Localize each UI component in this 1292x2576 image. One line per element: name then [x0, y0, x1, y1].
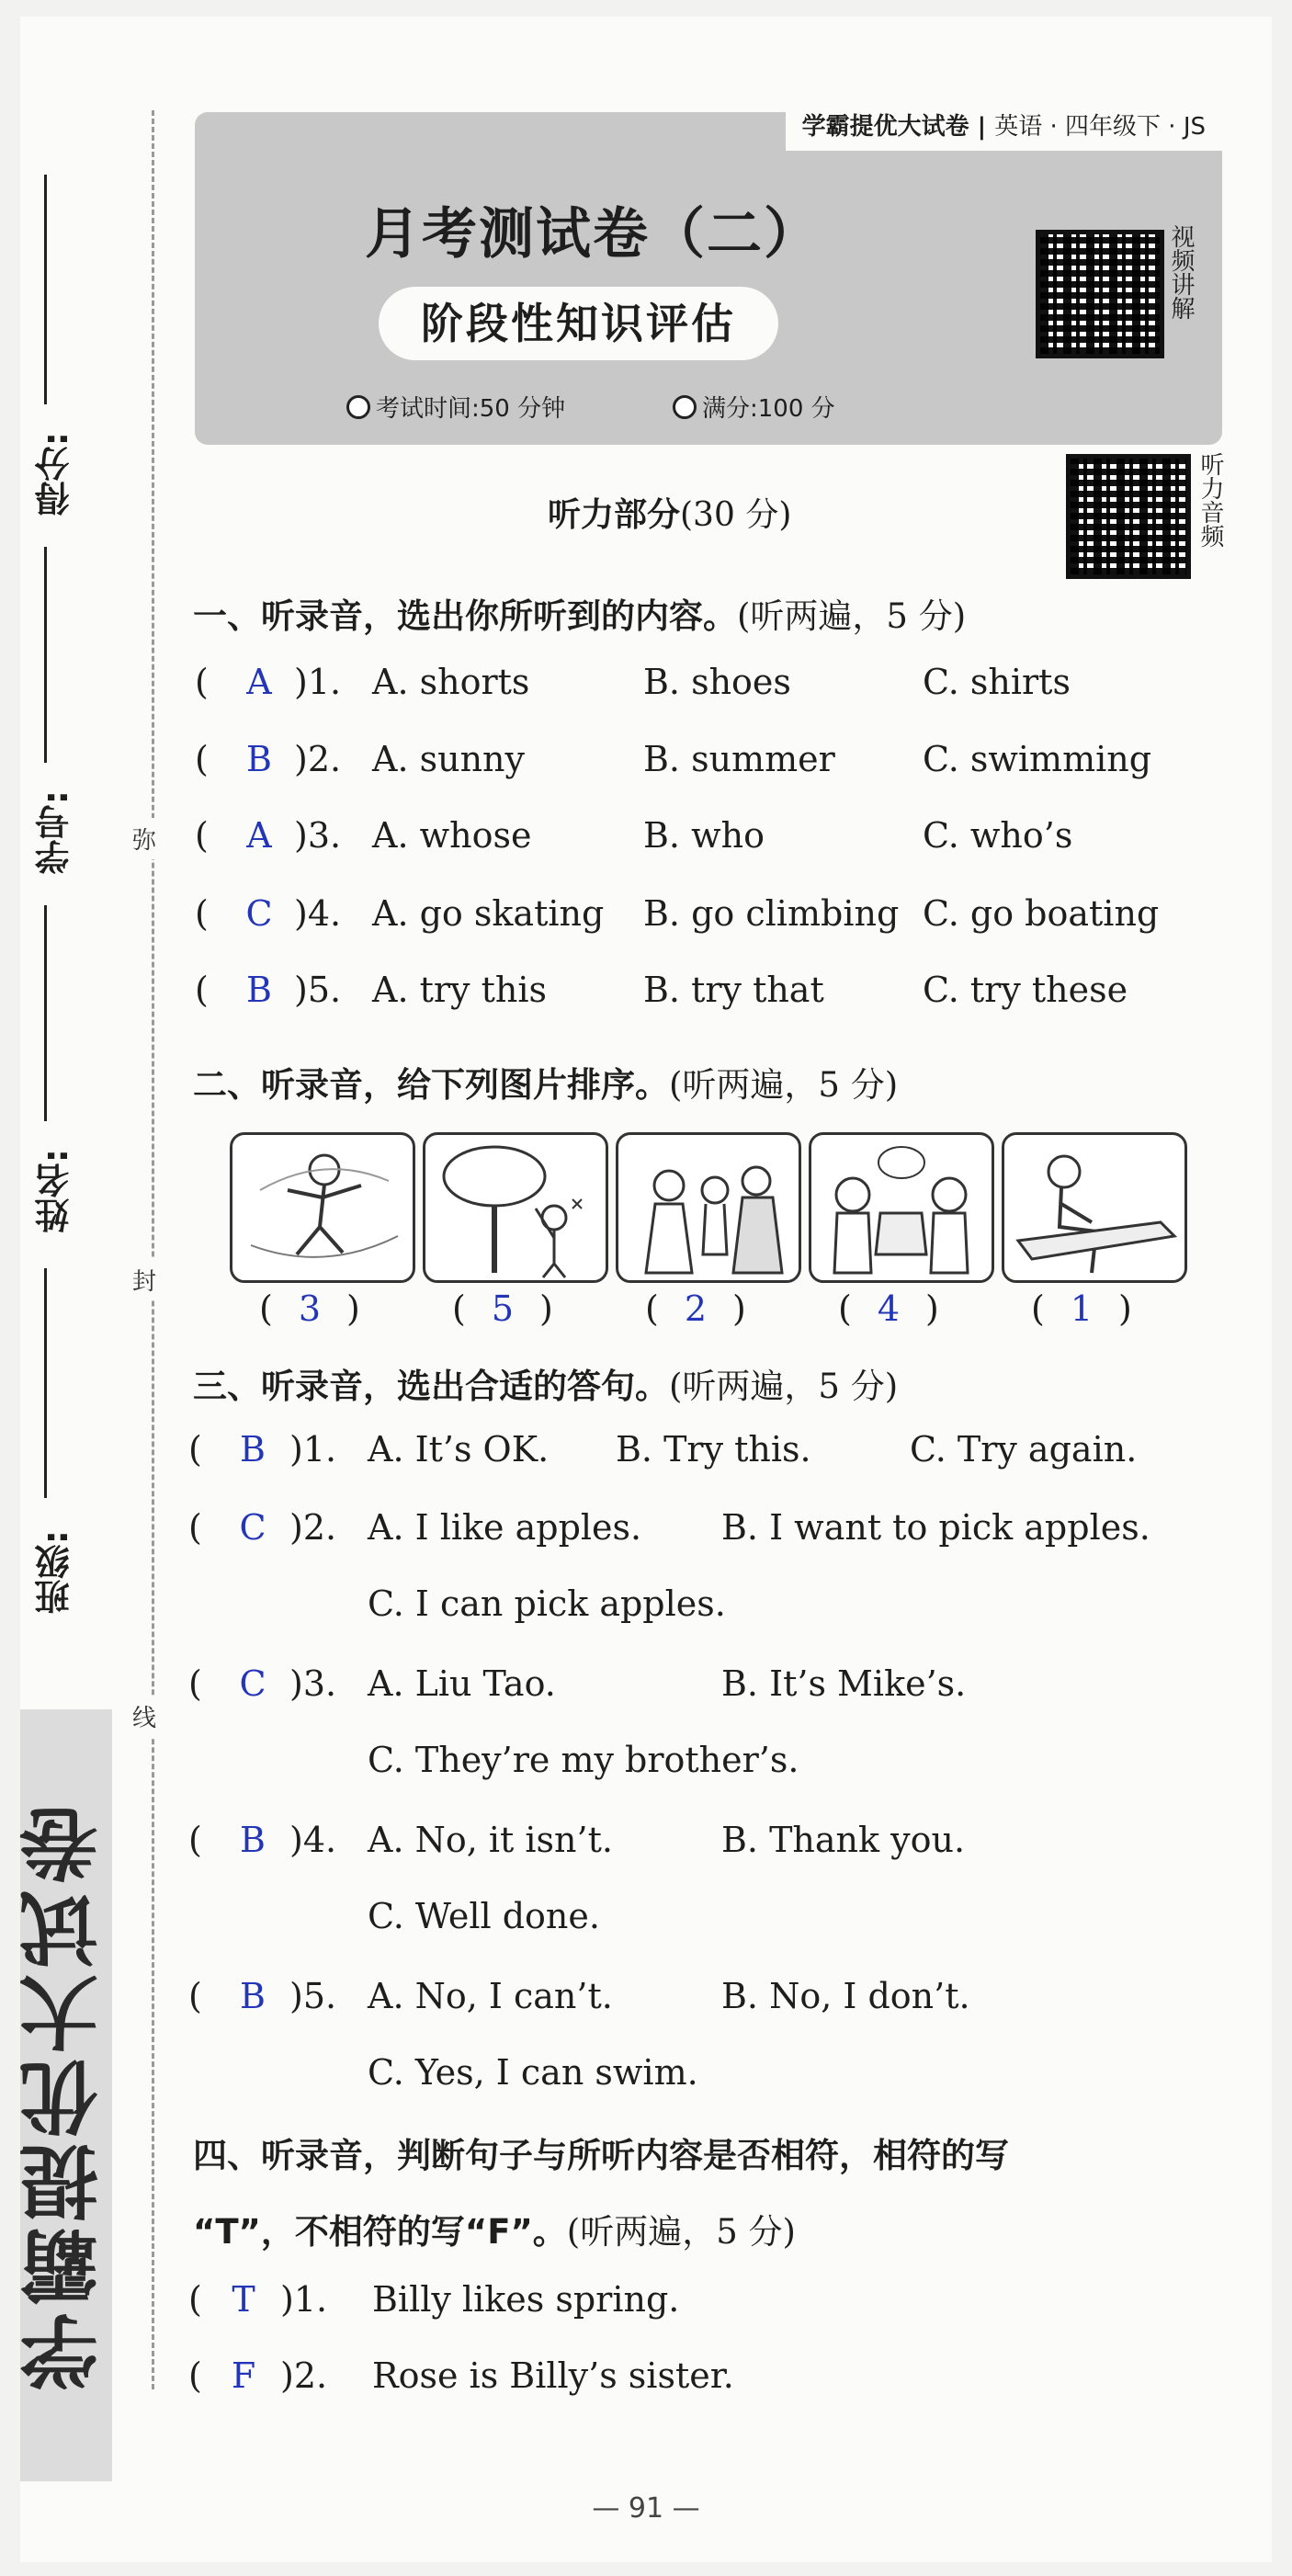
boy-picking-fruit-picture — [423, 1132, 608, 1283]
question-number: )2. — [280, 2355, 328, 2396]
answer-paren-open: ( — [195, 662, 209, 702]
answer-choice: F — [231, 2355, 256, 2396]
question-number: )1. — [294, 662, 342, 702]
option-b: B. summer — [643, 739, 835, 779]
option-a: A. I like apples. — [368, 1507, 642, 1548]
option-b: B. go climbing — [643, 893, 900, 934]
brand-vertical: 学霸提优大试卷 — [20, 1709, 112, 2481]
option-b: B. No, I don’t. — [721, 1976, 970, 2016]
full-score: 满分:100 分 — [673, 390, 835, 424]
option-c: C. They’re my brother’s. — [368, 1740, 799, 1780]
option-b: B. shoes — [643, 662, 791, 702]
section-heading: 听力部分(30 分) — [548, 496, 792, 534]
score-label: 得分: — [35, 432, 75, 516]
answer-paren-open: ( — [195, 970, 209, 1010]
question-number: )1. — [280, 2279, 328, 2320]
option-b: B. It’s Mike’s. — [721, 1663, 967, 1704]
statement-text: Rose is Billy’s sister. — [372, 2355, 734, 2396]
option-c: C. go boating — [923, 893, 1160, 934]
option-a: A. whose — [372, 815, 532, 856]
question-number: )3. — [294, 815, 342, 856]
seal-dashed-line — [152, 110, 154, 2389]
question-number: )4. — [294, 893, 342, 934]
option-b: B. I want to pick apples. — [721, 1507, 1150, 1548]
question-number: )3. — [289, 1663, 337, 1704]
score-line — [44, 175, 47, 404]
series-label: 学霸提优大试卷 | 英语 · 四年级下 · JS — [786, 103, 1222, 151]
option-a: A. sunny — [372, 739, 525, 779]
clock-icon — [346, 395, 370, 419]
q3-title: 三、听录音，选出合适的答句。(听两遍，5 分) — [193, 1367, 899, 1406]
class-line — [44, 1268, 47, 1498]
picture-answer-3: ( 2 ) — [645, 1288, 746, 1329]
name-label: 姓名: — [35, 1149, 75, 1233]
option-c: C. swimming — [923, 739, 1152, 779]
answer-paren-open: ( — [188, 1663, 202, 1704]
cut-mark-2: 封 — [132, 1259, 156, 1300]
answer-choice: T — [232, 2279, 255, 2320]
class-label: 班级: — [35, 1530, 75, 1615]
header-banner — [195, 112, 1222, 445]
qr-audio-caption: 听力音频 — [1196, 452, 1224, 548]
answer-choice: C — [245, 893, 273, 934]
option-c: C. who’s — [923, 815, 1073, 856]
page-number: — 91 — — [592, 2492, 700, 2525]
question-number: )5. — [289, 1976, 337, 2016]
answer-paren-open: ( — [188, 1820, 202, 1860]
option-c: C. Well done. — [368, 1896, 600, 1936]
option-a: A. Liu Tao. — [368, 1663, 556, 1704]
option-b: B. Try this. — [616, 1429, 811, 1470]
name-line — [44, 905, 47, 1121]
q4-title-line2: “T”，不相符的写“F”。(听两遍，5 分) — [193, 2212, 796, 2252]
question-number: )2. — [294, 739, 342, 779]
option-c: C. try these — [923, 970, 1128, 1010]
student-no-label: 学号: — [35, 790, 75, 875]
page-title: 月考测试卷（二） — [365, 202, 821, 267]
answer-choice: B — [240, 1429, 266, 1470]
answer-choice: B — [240, 1820, 266, 1860]
exam-time: 考试时间:50 分钟 — [346, 390, 565, 424]
page-subtitle: 阶段性知识评估 — [379, 287, 778, 360]
q4-title-line1: 四、听录音，判断句子与所听内容是否相符，相符的写 — [193, 2136, 1009, 2175]
kids-with-sweater-picture — [809, 1132, 994, 1283]
option-a: A. It’s OK. — [368, 1429, 550, 1470]
answer-paren-open: ( — [188, 1429, 202, 1470]
skating-girl-picture — [230, 1132, 415, 1283]
answer-choice: A — [246, 815, 272, 856]
option-b: B. try that — [643, 970, 824, 1010]
q1-title: 一、听录音，选出你所听到的内容。(听两遍，5 分) — [193, 596, 967, 636]
boy-sitting-on-mat-picture — [1002, 1132, 1187, 1283]
costume-party-picture — [616, 1132, 801, 1283]
option-b: B. Thank you. — [721, 1820, 966, 1860]
answer-choice: A — [246, 662, 272, 702]
option-a: A. No, it isn’t. — [368, 1820, 613, 1860]
picture-answer-4: ( 4 ) — [838, 1288, 939, 1329]
audio-qr-code-icon[interactable] — [1066, 454, 1191, 579]
picture-answer-5: ( 1 ) — [1031, 1288, 1132, 1329]
question-number: )1. — [289, 1429, 337, 1470]
answer-choice: B — [240, 1976, 266, 2016]
answer-choice: B — [246, 970, 272, 1010]
video-qr-code-icon[interactable] — [1036, 230, 1164, 358]
clock-icon — [673, 395, 697, 419]
option-c: C. I can pick apples. — [368, 1583, 726, 1624]
answer-choice: C — [239, 1507, 266, 1548]
student-no-line — [44, 547, 47, 763]
option-a: A. go skating — [372, 893, 605, 934]
answer-paren-open: ( — [195, 815, 209, 856]
cut-mark-1: 弥 — [132, 818, 156, 859]
answer-paren-open: ( — [195, 739, 209, 779]
q2-title: 二、听录音，给下列图片排序。(听两遍，5 分) — [193, 1065, 899, 1105]
answer-paren-open: ( — [195, 893, 209, 934]
cut-mark-3: 线 — [132, 1696, 156, 1737]
answer-paren-open: ( — [188, 1976, 202, 2016]
option-c: C. shirts — [923, 662, 1071, 702]
picture-answer-2: ( 5 ) — [452, 1288, 553, 1329]
option-a: A. try this — [372, 970, 547, 1010]
question-number: )4. — [289, 1820, 337, 1860]
question-number: )2. — [289, 1507, 337, 1548]
qr-video-caption: 视频讲解 — [1167, 224, 1195, 320]
option-b: B. who — [643, 815, 765, 856]
option-c: C. Try again. — [910, 1429, 1138, 1470]
answer-paren-open: ( — [188, 2355, 202, 2396]
picture-answer-1: ( 3 ) — [259, 1288, 360, 1329]
question-number: )5. — [294, 970, 342, 1010]
answer-paren-open: ( — [188, 2279, 202, 2320]
answer-choice: B — [246, 739, 272, 779]
answer-choice: C — [239, 1663, 266, 1704]
option-c: C. Yes, I can swim. — [368, 2052, 698, 2093]
option-a: A. No, I can’t. — [368, 1976, 613, 2016]
statement-text: Billy likes spring. — [372, 2279, 680, 2320]
option-a: A. shorts — [372, 662, 530, 702]
answer-paren-open: ( — [188, 1507, 202, 1548]
